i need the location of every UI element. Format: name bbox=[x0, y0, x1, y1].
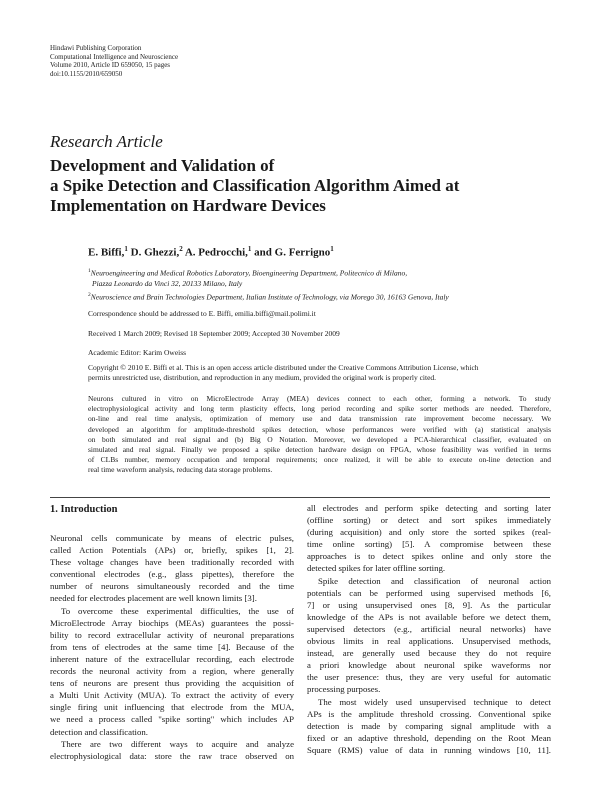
author-affil-sup: 1 bbox=[124, 245, 128, 253]
abstract-line: electrophysiological activity and long term plasticity effects, long period recording and spike sorter methods are needed. Therefore, bbox=[88, 404, 551, 414]
abstract-line: simulated and real signal. Finally we proposed a spike detection hardware design on FPGA, whose feasibility was verified in terms bbox=[88, 445, 551, 455]
volume-line: Volume 2010, Article ID 659050, 15 pages bbox=[50, 61, 171, 70]
author-affil-sup: 1 bbox=[330, 245, 334, 253]
body-text-line: all electrodes and perform spike detecting and sorting later bbox=[307, 503, 551, 513]
abstract-line: on-line and real time analysis, optimization of memory use and data transmission rate improvement become necessary. We bbox=[88, 414, 551, 424]
abstract-line: on both simulated and real signal and (b) Big O Notation. Moreover, we developed a PCA-hierarchical classifier, evaluated on bbox=[88, 434, 551, 444]
affiliation-line bbox=[88, 279, 568, 290]
body-text-line: from tens of electrodes at the same time [4]. Because of the bbox=[50, 641, 294, 652]
body-text-line: a priori knowledge about neuronal spike waveforms nor bbox=[307, 660, 551, 671]
abstract bbox=[88, 394, 551, 476]
body-text-line: approaches is to detect spikes online and only store the bbox=[307, 551, 551, 562]
body-text-line: tens of neurons are present thus providing the acquisition of bbox=[50, 678, 294, 689]
section-divider bbox=[50, 497, 550, 498]
title-line: Implementation on Hardware Devices bbox=[50, 196, 326, 215]
body-text-line: obvious limits in real applications. Unsupervised methods, bbox=[307, 636, 551, 647]
academic-editor: Academic Editor: Karim Oweiss bbox=[88, 348, 187, 357]
affil-text: Neuroscience and Brain Technologies Department, Italian Institute of Technology, via Morego 30, 16163 Genova, Italy bbox=[90, 292, 449, 301]
body-text-line: processing purposes. bbox=[307, 684, 381, 695]
affil-sup: 2 bbox=[88, 291, 91, 298]
author-name: A. Pedrocchi, bbox=[184, 246, 248, 259]
body-text-line: These voltage changes have been traditionally recorded with bbox=[50, 557, 294, 568]
copyright-line: permits unrestricted use, distribution, and reproduction in any medium, provided the original work is properly cited. bbox=[88, 373, 437, 382]
author-list bbox=[88, 245, 334, 259]
body-text-line: the user presence: thus, they are very useful for automatic bbox=[307, 672, 551, 683]
body-text-line: 7] or using unsupervised ones [8, 9]. As the particular bbox=[307, 599, 551, 610]
doi-line: doi:10.1155/2010/659050 bbox=[50, 69, 123, 78]
affil-text: Neuroengineering and Medical Robotics Laboratory, Bioengineering Department, Politecnico di Milano, bbox=[90, 268, 408, 278]
body-text-line: Square (RMS) value of data in running windows [10, 11]. bbox=[307, 744, 551, 755]
affiliations bbox=[88, 266, 568, 303]
author-affil-sup: 2 bbox=[179, 245, 183, 253]
body-column-right bbox=[307, 502, 551, 756]
body-text-line: bility to record extracellular activity of neuronal preparations bbox=[50, 629, 294, 640]
abstract-line: of CLBs number, memory occupation and temporal requirements; once realized, it will be able to execute on-line detection and bbox=[88, 455, 551, 465]
author-name: D. Ghezzi, bbox=[130, 246, 180, 259]
author-name: E. Biffi, bbox=[88, 246, 125, 259]
body-text-line: number of neurons simultaneously recorded and the time bbox=[50, 581, 294, 592]
body-text-line: There are two different ways to acquire and analyze bbox=[61, 738, 294, 749]
body-text-line: called Action Potentials (APs) or, briefly, spikes [1, 2]. bbox=[50, 545, 294, 556]
author-affil-sup: 1 bbox=[247, 245, 252, 253]
body-text-line: electrophysiological data: store the raw trace observed on bbox=[50, 750, 294, 761]
body-text-line: (offline sorting) or detect and sort spikes immediately bbox=[307, 515, 551, 526]
correspondence: Correspondence should be addressed to E. Biffi, emilia.biffi@mail.polimi.it bbox=[88, 309, 316, 318]
paper-title bbox=[50, 156, 550, 216]
title-line: Development and Validation of bbox=[50, 156, 275, 175]
body-text-line: fixed or an adaptive threshold, depending on the Root Mean bbox=[307, 732, 551, 743]
body-text-line: time online sorting) [5]. A compromise between these bbox=[307, 539, 551, 550]
body-text-line: detection is made by comparing signal amplitude with a bbox=[307, 720, 551, 731]
title-line: a Spike Detection and Classification Algorithm Aimed at bbox=[50, 176, 460, 195]
body-text-line: APs is the amplitude threshold crossing. Conventional spike bbox=[307, 708, 551, 719]
body-text-line: single firing unit influencing that electrode from the MUA, bbox=[50, 702, 294, 713]
body-text-line: needed for electrodes placement are well known limits [3]. bbox=[50, 593, 257, 604]
affil-text: Piazza Leonardo da Vinci 32, 20133 Milano, Italy bbox=[92, 279, 243, 288]
body-text-line: knowledge of the APs is not available before we detect them, bbox=[307, 611, 551, 622]
body-text-line: we need a process called "spike sorting" which includes AP bbox=[50, 714, 294, 725]
copyright-line: Copyright © 2010 E. Biffi et al. This is an open access article distributed under the Creative Commons Attribution License, which bbox=[88, 363, 479, 372]
body-text-line: supervised detectors (e.g., artificial neural networks) have bbox=[307, 623, 551, 634]
body-text-line: inherent nature of the extracellular recording, each electrode bbox=[50, 653, 294, 664]
journal-header bbox=[50, 44, 178, 78]
abstract-line: Neurons cultured in vitro on MicroElectrode Array (MEA) devices connect to each other, forming a network. To study bbox=[88, 394, 551, 403]
body-text-line: a Multi Unit Activity (MUA). To extract the activity of every bbox=[50, 690, 294, 701]
body-text-line: records the neuronal activity from a region, where generally bbox=[50, 666, 294, 677]
affiliation-line bbox=[88, 266, 568, 279]
publisher-line: Hindawi Publishing Corporation bbox=[50, 44, 142, 52]
body-column-left bbox=[50, 532, 294, 762]
received-dates: Received 1 March 2009; Revised 18 September 2009; Accepted 30 November 2009 bbox=[88, 329, 340, 338]
body-text-line: Spike detection and classification of neuronal action bbox=[318, 575, 551, 586]
affil-sup: 1 bbox=[88, 268, 91, 274]
body-text-line: conventional electrodes (e.g., glass pipettes), therefore the bbox=[50, 569, 294, 580]
affiliation-line bbox=[88, 290, 568, 303]
copyright-notice bbox=[88, 363, 551, 383]
body-text-line: detected spikes for later offline sorting. bbox=[307, 563, 446, 574]
journal-name: Computational Intelligence and Neuroscience bbox=[50, 52, 179, 61]
body-text-line: potentials can be performed using supervised methods [6, bbox=[307, 587, 551, 598]
body-text-line: MicroElectrode Array biochips (MEAs) guarantees the possi- bbox=[50, 617, 294, 628]
section-heading: 1. Introduction bbox=[50, 504, 118, 515]
body-text-line: Neuronal cells communicate by means of electric pulses, bbox=[50, 533, 294, 543]
abstract-line: developed an algorithm for amplitude-threshold spikes detection, whose performances were verified with (a) statistical analysis bbox=[88, 424, 551, 434]
body-text-line: The most widely used unsupervised technique to detect bbox=[318, 696, 551, 707]
body-text-line: To overcome these experimental difficulties, the use of bbox=[61, 605, 294, 616]
body-text-line: instead, are generally used because they do not require bbox=[307, 648, 551, 659]
body-text-line: detection and classification. bbox=[50, 726, 148, 737]
article-type: Research Article bbox=[50, 132, 163, 151]
abstract-line: real time waveform analysis, reducing data storage problems. bbox=[88, 465, 273, 475]
body-text-line: (during acquisition) and only store the sorted spikes (real- bbox=[307, 527, 551, 538]
author-name: and G. Ferrigno bbox=[254, 246, 331, 259]
